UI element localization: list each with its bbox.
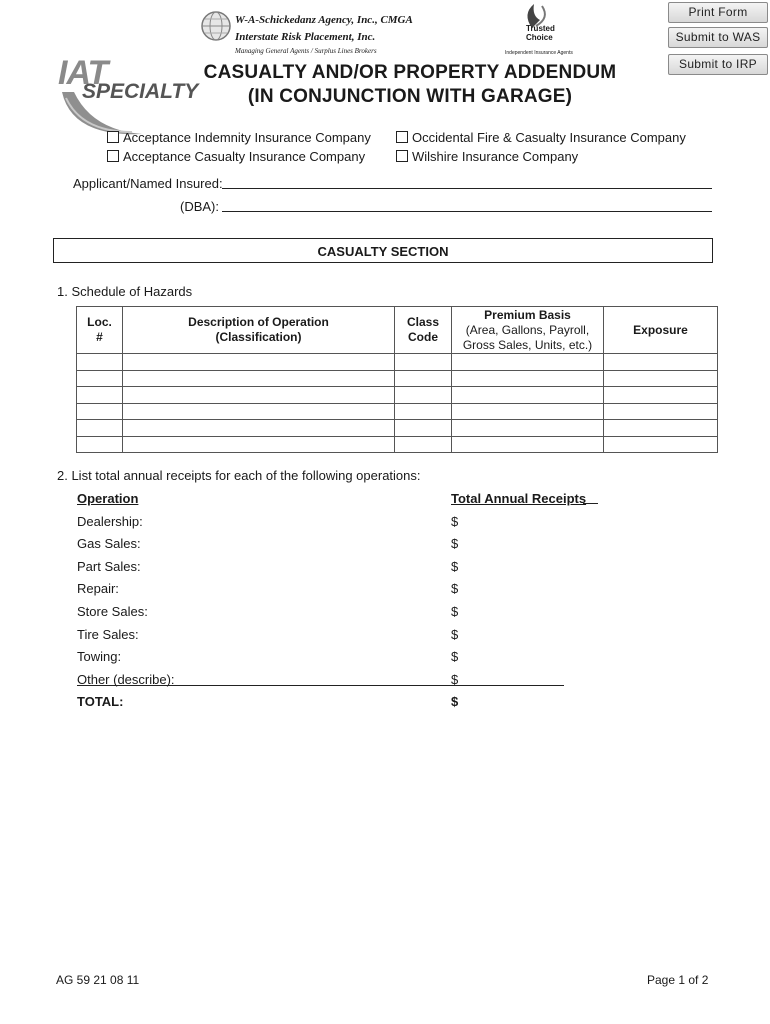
other-amount[interactable]: $ <box>451 672 459 687</box>
hazard-loc-cell[interactable] <box>77 387 123 404</box>
agency-name-1: W-A-Schickedanz Agency, Inc., CMGA <box>235 14 413 26</box>
agency-name-2: Interstate Risk Placement, Inc. <box>235 31 376 43</box>
trusted-tagline: Independent Insurance Agents <box>505 50 573 56</box>
gas-sales-amount[interactable]: $ <box>451 536 459 551</box>
col-class-code: Class Code <box>395 307 452 354</box>
hazard-loc-cell[interactable] <box>77 370 123 387</box>
tire-sales-label: Tire Sales: <box>77 627 139 642</box>
hazard-class-cell[interactable] <box>395 420 452 437</box>
table-row <box>77 403 718 420</box>
repair-label: Repair: <box>77 581 119 596</box>
globe-icon <box>200 10 232 47</box>
hazard-exposure-cell[interactable] <box>604 436 718 453</box>
hazard-desc-cell[interactable] <box>123 354 395 371</box>
trusted-choice-logo <box>510 0 570 56</box>
table-row <box>77 354 718 371</box>
col-premium-basis: Premium Basis (Area, Gallons, Payroll, Gross Sales, Units, etc.) <box>452 307 604 354</box>
hazard-class-cell[interactable] <box>395 436 452 453</box>
table-row <box>77 387 718 404</box>
hazard-class-cell[interactable] <box>395 370 452 387</box>
hazard-class-cell[interactable] <box>395 354 452 371</box>
checkbox-acceptance-casualty[interactable] <box>107 150 119 162</box>
part-sales-amount[interactable]: $ <box>451 559 459 574</box>
dealership-amount[interactable]: $ <box>451 514 459 529</box>
operation-header: Operation <box>77 491 139 506</box>
label-acceptance-indemnity: Acceptance Indemnity Insurance Company <box>123 130 371 145</box>
print-form-button[interactable]: Print Form <box>668 2 768 23</box>
hazard-exposure-cell[interactable] <box>604 370 718 387</box>
hazard-loc-cell[interactable] <box>77 403 123 420</box>
dealership-label: Dealership: <box>77 514 143 529</box>
hazards-table <box>76 306 718 453</box>
hazard-premium-cell[interactable] <box>452 436 604 453</box>
hazards-header-row <box>77 307 718 354</box>
total-receipts-header: Total Annual Receipts <box>451 491 587 506</box>
col-exposure: Exposure <box>604 307 718 354</box>
casualty-section-header: CASUALTY SECTION <box>53 238 713 263</box>
checkbox-occidental-fire[interactable] <box>396 131 408 143</box>
checkbox-wilshire[interactable] <box>396 150 408 162</box>
hazard-desc-cell[interactable] <box>123 370 395 387</box>
header-underline-tail <box>583 503 598 504</box>
table-row <box>77 436 718 453</box>
label-acceptance-casualty: Acceptance Casualty Insurance Company <box>123 149 366 164</box>
hazard-premium-cell[interactable] <box>452 354 604 371</box>
col-loc: Loc. # <box>77 307 123 354</box>
towing-label: Towing: <box>77 649 122 664</box>
submit-to-irp-button[interactable]: Submit to IRP <box>668 54 768 75</box>
total-amount[interactable]: $ <box>451 694 459 709</box>
hazard-desc-cell[interactable] <box>123 387 395 404</box>
other-describe-field[interactable] <box>77 685 564 686</box>
hazard-desc-cell[interactable] <box>123 403 395 420</box>
logo-specialty-text: SPECIALTY <box>82 80 199 103</box>
hazard-loc-cell[interactable] <box>77 436 123 453</box>
part-sales-label: Part Sales: <box>77 559 141 574</box>
gas-sales-label: Gas Sales: <box>77 536 141 551</box>
hazard-exposure-cell[interactable] <box>604 420 718 437</box>
hazard-exposure-cell[interactable] <box>604 354 718 371</box>
checkbox-acceptance-indemnity[interactable] <box>107 131 119 143</box>
hazard-class-cell[interactable] <box>395 403 452 420</box>
tire-sales-amount[interactable]: $ <box>451 627 459 642</box>
hazard-loc-cell[interactable] <box>77 354 123 371</box>
hazard-exposure-cell[interactable] <box>604 403 718 420</box>
hazard-premium-cell[interactable] <box>452 420 604 437</box>
form-number: AG 59 21 08 11 <box>56 973 140 987</box>
towing-amount[interactable]: $ <box>451 649 459 664</box>
logo-iat-text: IAT <box>58 54 108 92</box>
store-sales-label: Store Sales: <box>77 604 148 619</box>
total-label: TOTAL: <box>77 694 124 709</box>
applicant-field[interactable] <box>222 188 712 189</box>
submit-to-was-button[interactable]: Submit to WAS <box>668 27 768 48</box>
hazard-premium-cell[interactable] <box>452 370 604 387</box>
form-title-1: CASUALTY AND/OR PROPERTY ADDENDUM <box>203 62 617 83</box>
table-row <box>77 370 718 387</box>
choice-text: Choice <box>526 33 553 42</box>
agency-tagline: Managing General Agents / Surplus Lines Brokers <box>235 47 377 55</box>
dba-label: (DBA): <box>180 199 219 214</box>
hazard-desc-cell[interactable] <box>123 436 395 453</box>
page-number: Page 1 of 2 <box>647 973 709 987</box>
hazard-desc-cell[interactable] <box>123 420 395 437</box>
hazards-heading: 1. Schedule of Hazards <box>57 284 193 299</box>
hazard-class-cell[interactable] <box>395 387 452 404</box>
table-row <box>77 420 718 437</box>
receipts-heading: 2. List total annual receipts for each of the following operations: <box>57 468 421 483</box>
other-describe-label: Other (describe): <box>77 672 175 687</box>
hazard-exposure-cell[interactable] <box>604 387 718 404</box>
applicant-label: Applicant/Named Insured: <box>73 176 223 191</box>
dba-field[interactable] <box>222 211 712 212</box>
repair-amount[interactable]: $ <box>451 581 459 596</box>
label-wilshire: Wilshire Insurance Company <box>412 149 579 164</box>
hazard-premium-cell[interactable] <box>452 387 604 404</box>
label-occidental-fire: Occidental Fire & Casualty Insurance Company <box>412 130 686 145</box>
form-title-2: (IN CONJUNCTION WITH GARAGE) <box>247 86 573 107</box>
trusted-text: Trusted <box>526 24 555 33</box>
col-description: Description of Operation (Classification) <box>123 307 395 354</box>
hazard-loc-cell[interactable] <box>77 420 123 437</box>
hazard-premium-cell[interactable] <box>452 403 604 420</box>
store-sales-amount[interactable]: $ <box>451 604 459 619</box>
